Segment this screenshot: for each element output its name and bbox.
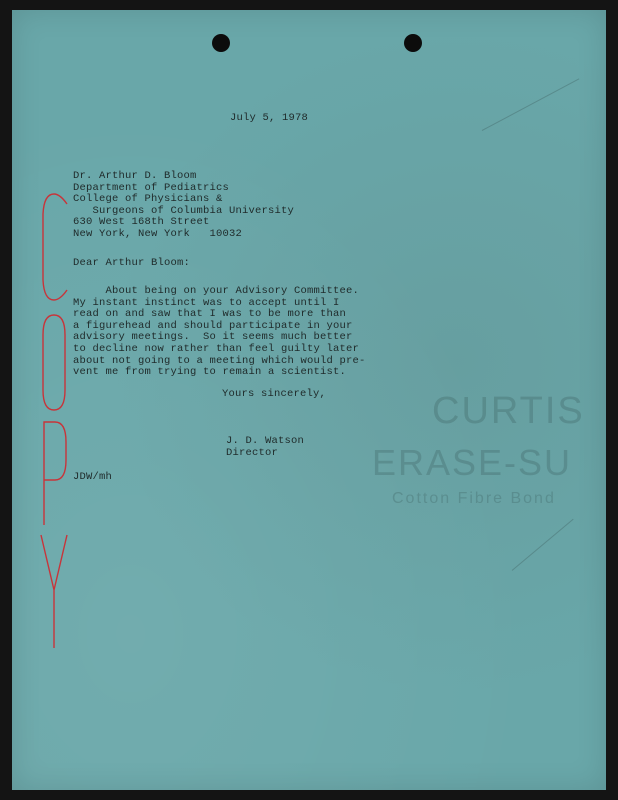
letter-sheet <box>12 10 606 790</box>
letter-body <box>73 286 366 379</box>
address-line: Department of Pediatrics <box>73 181 230 194</box>
watermark-line-1: CURTIS <box>432 390 585 432</box>
watermark-line-2: ERASE-SU <box>372 442 573 483</box>
closing: Yours sincerely, <box>222 388 327 400</box>
salutation: Dear Arthur Bloom: <box>73 257 191 269</box>
address-line: Surgeons of Columbia University <box>73 204 295 217</box>
stamp-letter-p <box>44 422 66 525</box>
stamp-letter-y <box>41 535 67 648</box>
body-line: a figurehead and should participate in your <box>73 319 353 332</box>
body-line: About being on your Advisory Committee. <box>73 285 360 297</box>
body-line: to decline now rather than feel guilty later <box>73 342 360 355</box>
signer-name: J. D. Watson <box>226 435 305 447</box>
stamp-letter-o <box>43 315 65 410</box>
address-line: New York, New York 10032 <box>73 227 243 240</box>
punch-hole-right <box>404 34 422 52</box>
paper-streak <box>512 519 574 571</box>
copy-stamp-letters <box>41 194 67 648</box>
address-line: College of Physicians & <box>73 193 223 206</box>
punch-hole-left <box>212 34 230 52</box>
body-line: read on and saw that I was to be more than <box>73 308 347 321</box>
paper-streak <box>482 78 580 131</box>
letter-date: July 5, 1978 <box>230 112 309 124</box>
copy-stamp <box>38 190 72 650</box>
signature-block <box>226 436 304 459</box>
watermark-line-3: Cotton Fibre Bond <box>392 490 556 507</box>
body-line: about not going to a meeting which would pre- <box>73 354 366 367</box>
body-line: advisory meetings. So it seems much better <box>73 331 353 344</box>
typist-initials: JDW/mh <box>73 471 113 483</box>
body-line: vent me from trying to remain a scientist. <box>73 366 347 379</box>
address-line: Dr. Arthur D. Bloom <box>73 170 197 182</box>
signer-title: Director <box>226 446 279 459</box>
address-line: 630 West 168th Street <box>73 216 210 229</box>
body-line: My instant instinct was to accept until I <box>73 296 340 309</box>
recipient-address <box>73 171 294 241</box>
stamp-letter-c <box>43 194 67 300</box>
